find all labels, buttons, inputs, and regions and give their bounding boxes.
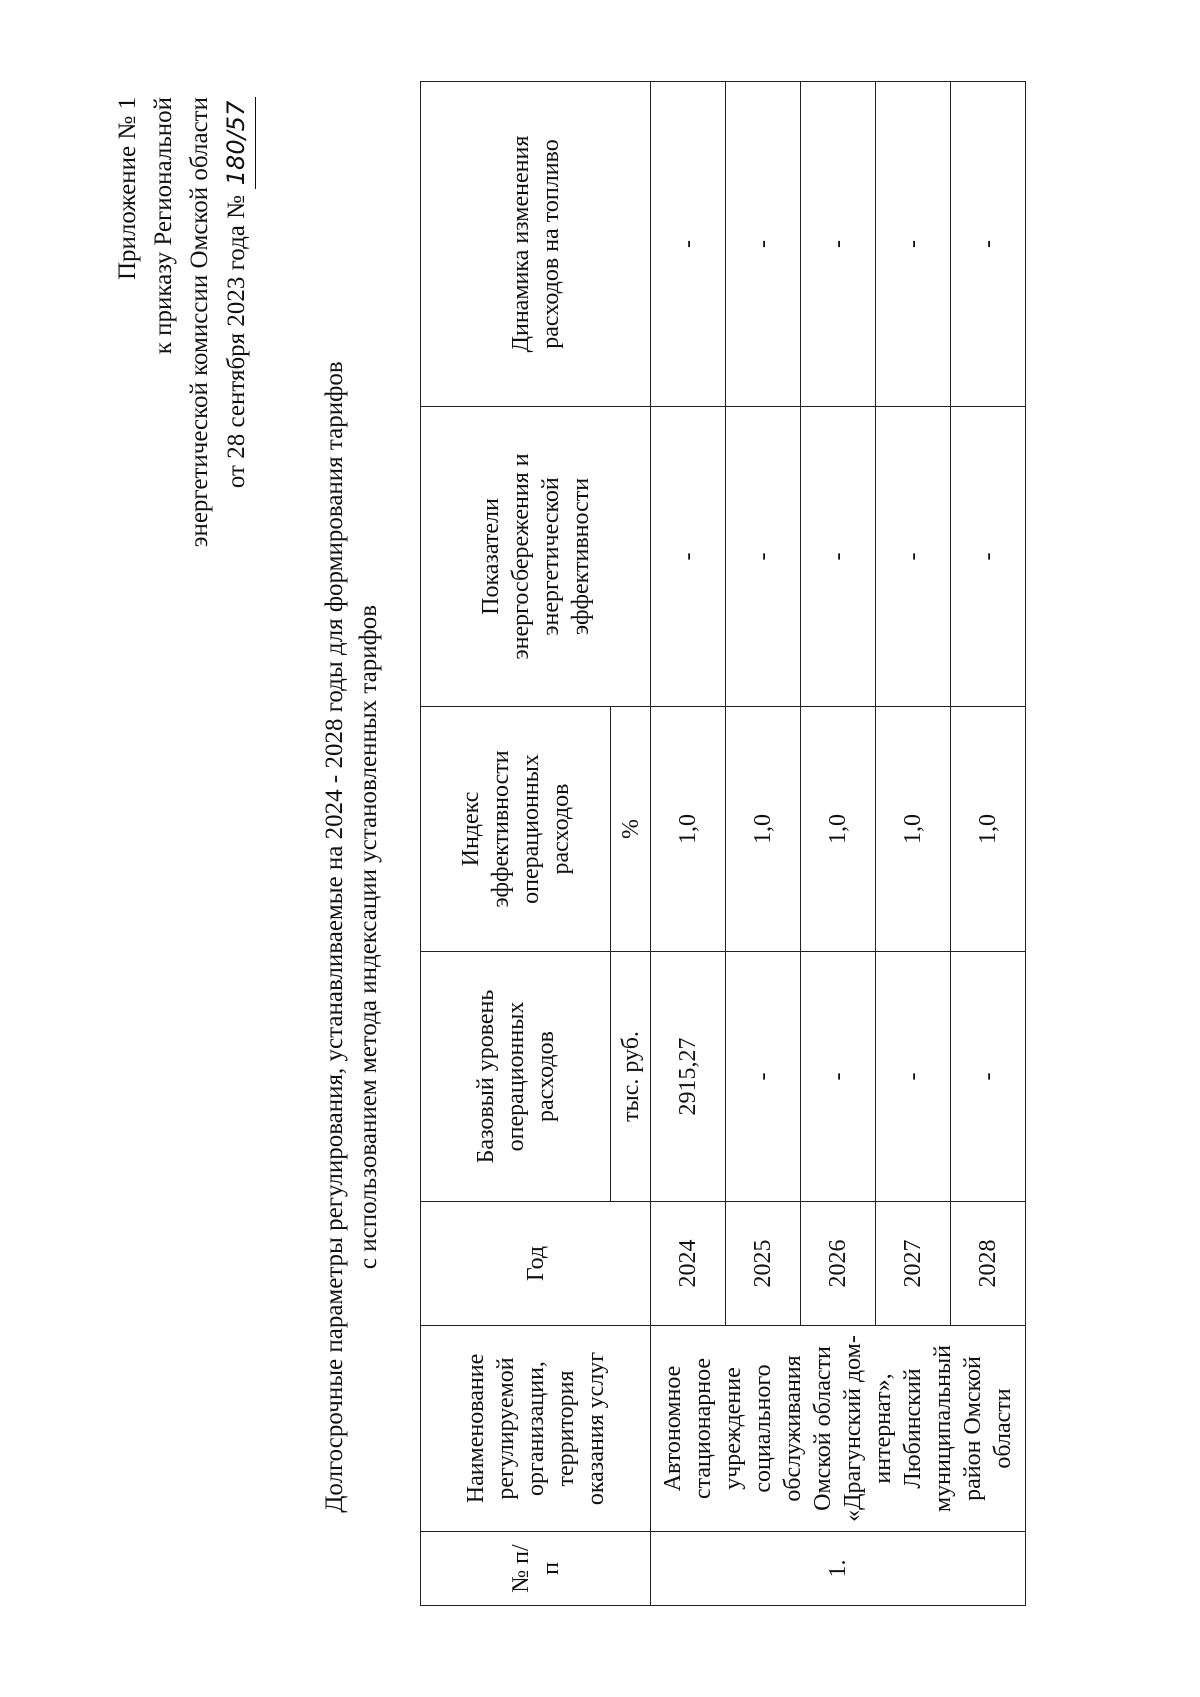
- appendix-order-ref: к приказу Региональной: [150, 97, 177, 355]
- base-level-cell: -: [876, 952, 951, 1202]
- appendix-date-text: от 28 сентября 2023 года №: [223, 195, 250, 489]
- title-line-2: с использованием метода индексации установленных тарифов: [355, 604, 382, 1270]
- unit-base-level: тыс. руб.: [611, 952, 651, 1202]
- appendix-commission: энергетической комиссии Омской области: [186, 97, 213, 548]
- header-efficiency-index: Индекс эффективности операционных расходов: [421, 707, 611, 952]
- efficiency-index-cell: 1,0: [726, 707, 801, 952]
- year-cell: 2026: [801, 1202, 876, 1326]
- appendix-header: [110, 97, 256, 1437]
- table-header-row: [421, 82, 611, 1606]
- header-base-level: Базовый уровень операционных расходов: [421, 952, 611, 1202]
- base-level-cell: -: [726, 952, 801, 1202]
- table-row: [651, 82, 726, 1606]
- base-level-cell: -: [801, 952, 876, 1202]
- energy-saving-cell: -: [951, 407, 1026, 707]
- efficiency-index-cell: 1,0: [651, 707, 726, 952]
- year-cell: 2028: [951, 1202, 1026, 1326]
- base-level-cell: -: [951, 952, 1026, 1202]
- header-num: № п/п: [421, 1532, 651, 1606]
- fuel-dynamics-cell: -: [876, 82, 951, 407]
- base-level-cell: 2915,27: [651, 952, 726, 1202]
- parameters-table: [420, 81, 1026, 1606]
- fuel-dynamics-cell: -: [726, 82, 801, 407]
- order-number-field: [218, 97, 256, 189]
- year-cell: 2027: [876, 1202, 951, 1326]
- fuel-dynamics-cell: -: [951, 82, 1026, 407]
- fuel-dynamics-cell: -: [801, 82, 876, 407]
- energy-saving-cell: -: [651, 407, 726, 707]
- year-cell: 2024: [651, 1202, 726, 1326]
- header-fuel-dynamics: Динамика изменения расходов на топливо: [421, 82, 651, 407]
- efficiency-index-cell: 1,0: [801, 707, 876, 952]
- header-energy-saving: Показатели энергосбережения и энергетической эффективности: [421, 407, 651, 707]
- efficiency-index-cell: 1,0: [876, 707, 951, 952]
- appendix-number: Приложение № 1: [114, 97, 141, 281]
- appendix-date-line: [218, 97, 256, 1437]
- title-line-1: Долгосрочные параметры регулирования, устанавливаемые на 2024 - 2028 годы для формирования тарифов: [321, 361, 348, 1513]
- org-number-cell: 1.: [651, 1532, 1026, 1606]
- order-number-handwritten: 180/57: [222, 100, 250, 186]
- energy-saving-cell: -: [726, 407, 801, 707]
- org-name-cell: Автономное стационарное учреждение социального обслуживания Омской области «Драгунский дом-интернат», Любинский муниципальный район Омской области: [651, 1326, 1026, 1532]
- year-cell: 2025: [726, 1202, 801, 1326]
- energy-saving-cell: -: [801, 407, 876, 707]
- fuel-dynamics-cell: -: [651, 82, 726, 407]
- document-title: [318, 237, 386, 1637]
- header-organization: Наименование регулируемой организации, территория оказания услуг: [421, 1326, 651, 1532]
- energy-saving-cell: -: [876, 407, 951, 707]
- header-year: Год: [421, 1202, 651, 1326]
- efficiency-index-cell: 1,0: [951, 707, 1026, 952]
- unit-efficiency-index: %: [611, 707, 651, 952]
